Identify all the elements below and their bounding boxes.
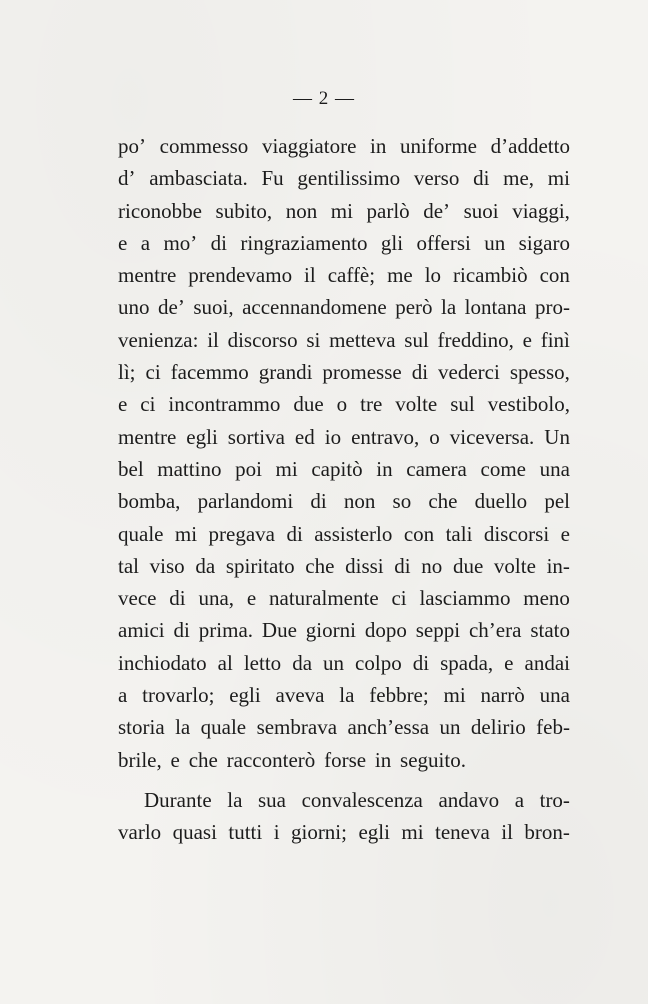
word: con xyxy=(403,521,435,546)
text-line xyxy=(118,291,570,323)
word: mattino xyxy=(157,456,222,481)
text-line xyxy=(118,550,570,582)
word: accennandomene xyxy=(242,295,387,320)
text-line xyxy=(118,679,570,711)
word: e xyxy=(170,747,180,772)
word: camera xyxy=(406,456,467,481)
text-line xyxy=(118,388,570,420)
word: amici xyxy=(118,618,165,643)
text-line xyxy=(118,195,570,227)
word: la xyxy=(227,787,243,812)
word: un xyxy=(439,715,461,740)
word: so xyxy=(392,489,412,514)
word: di xyxy=(412,650,430,675)
text-line xyxy=(118,711,570,743)
word: tali xyxy=(445,521,473,546)
word: commesso xyxy=(159,134,249,158)
word: uniforme xyxy=(400,134,478,158)
word: con xyxy=(539,263,570,288)
word: o xyxy=(429,424,440,449)
word: de’ xyxy=(423,198,451,223)
word: facemmo xyxy=(170,360,249,385)
text-line xyxy=(118,162,570,194)
word: ed xyxy=(294,424,315,449)
word: non xyxy=(285,198,318,223)
word: a xyxy=(514,787,525,812)
word: a xyxy=(140,230,151,255)
word: vestibolo, xyxy=(487,392,570,417)
word: che xyxy=(188,747,218,772)
word: il xyxy=(207,327,219,352)
paragraph xyxy=(118,784,570,849)
word: Due xyxy=(261,618,297,643)
word: mi xyxy=(401,820,424,845)
word: discorso xyxy=(227,327,298,352)
word: delirio xyxy=(470,715,526,740)
word: di xyxy=(310,489,327,514)
word: no xyxy=(421,553,443,578)
word: mi xyxy=(547,166,570,191)
word: mi xyxy=(174,521,198,546)
word: il xyxy=(304,263,316,288)
word: Un xyxy=(544,424,570,449)
word: di xyxy=(286,521,303,546)
word: stato xyxy=(530,618,570,643)
word: po’ xyxy=(118,134,146,158)
word: e xyxy=(246,586,257,611)
word: lontana xyxy=(464,295,527,320)
text-line xyxy=(118,744,570,776)
word: d’ xyxy=(118,166,136,191)
word: ci xyxy=(391,586,407,611)
word: o xyxy=(336,392,348,417)
word: forse xyxy=(324,747,367,772)
word: tal xyxy=(118,553,139,578)
text-line xyxy=(118,259,570,291)
word: e xyxy=(118,392,128,417)
word: e xyxy=(560,521,570,546)
word: offersi xyxy=(416,230,471,255)
word: da xyxy=(195,553,216,578)
text-line xyxy=(118,421,570,453)
word: sembrava xyxy=(256,715,338,740)
word: verso xyxy=(413,166,460,191)
word: ci xyxy=(140,392,156,417)
word: viso xyxy=(149,553,185,578)
word: il xyxy=(501,820,513,845)
word: meno xyxy=(523,586,570,611)
word: ringraziamento xyxy=(240,230,368,255)
word: vece xyxy=(118,586,157,611)
word: mentre xyxy=(118,263,177,288)
word: egli xyxy=(186,424,218,449)
word: lì; xyxy=(118,360,136,385)
word: sigaro xyxy=(518,230,570,255)
word: che xyxy=(428,489,458,514)
word: si xyxy=(306,327,321,352)
text-line xyxy=(118,816,570,848)
word: assisterlo xyxy=(314,521,393,546)
word: come xyxy=(480,456,526,481)
word: seguito. xyxy=(400,747,466,772)
word: in xyxy=(370,134,387,158)
word: volte xyxy=(395,392,438,417)
word: me, xyxy=(503,166,535,191)
word: poi xyxy=(235,456,262,481)
word: ambasciata. xyxy=(149,166,248,191)
word: sortiva xyxy=(227,424,285,449)
word: teneva xyxy=(435,820,490,845)
word: ch’era xyxy=(468,618,522,643)
word: di xyxy=(473,166,490,191)
word: una xyxy=(539,683,570,708)
text-line xyxy=(118,227,570,259)
word: tutti xyxy=(228,820,263,845)
word: quasi xyxy=(172,820,217,845)
word: letto xyxy=(243,650,282,675)
paragraph xyxy=(118,130,570,776)
word: al xyxy=(217,650,233,675)
word: egli xyxy=(229,683,261,708)
word: d’addetto xyxy=(490,134,570,158)
word: andavo xyxy=(438,787,500,812)
word: uno xyxy=(118,295,150,320)
word: dissi xyxy=(345,553,384,578)
word: la xyxy=(441,295,457,320)
word: anch’essa xyxy=(347,715,430,740)
word: parlandomi xyxy=(197,489,294,514)
word: duello xyxy=(474,489,528,514)
word: giorni; xyxy=(290,820,347,845)
word: prima. xyxy=(198,618,254,643)
text-line xyxy=(118,324,570,356)
word: sul xyxy=(404,327,429,352)
word: aveva xyxy=(275,683,325,708)
word: mi xyxy=(443,683,466,708)
word: e xyxy=(504,650,514,675)
word: grandi xyxy=(258,360,313,385)
word: e xyxy=(118,230,128,255)
word: finì xyxy=(540,327,570,352)
word: e xyxy=(522,327,532,352)
word: de’ xyxy=(158,295,185,320)
text-line xyxy=(118,784,570,816)
word: trovarlo; xyxy=(142,683,215,708)
word: da xyxy=(292,650,313,675)
word: sua xyxy=(257,787,286,812)
text-line xyxy=(118,614,570,646)
word: giorni xyxy=(305,618,356,643)
word: sul xyxy=(450,392,475,417)
word: feb- xyxy=(536,715,570,740)
word: lo xyxy=(424,263,442,288)
word: egli xyxy=(358,820,390,845)
word: naturalmente xyxy=(269,586,379,611)
word: gli xyxy=(380,230,404,255)
text-line xyxy=(118,485,570,517)
word: pel xyxy=(544,489,570,514)
word: in xyxy=(376,456,393,481)
word: gentilissimo xyxy=(297,166,401,191)
word: parlò xyxy=(366,198,410,223)
word: vederci xyxy=(438,360,500,385)
word: inchiodato xyxy=(118,650,207,675)
word: Fu xyxy=(261,166,284,191)
word: promesse xyxy=(322,360,402,385)
word: lasciammo xyxy=(419,586,511,611)
word: storia xyxy=(118,715,165,740)
paragraph-gap xyxy=(118,776,570,784)
word: la xyxy=(339,683,355,708)
word: capitò xyxy=(311,456,363,481)
word: una, xyxy=(198,586,235,611)
text-line xyxy=(118,130,570,162)
word: pregava xyxy=(208,521,275,546)
word: due xyxy=(452,553,484,578)
word: a xyxy=(118,683,128,708)
word: un xyxy=(484,230,506,255)
word: mi xyxy=(275,456,298,481)
text-line xyxy=(118,518,570,550)
word: freddino, xyxy=(437,327,514,352)
word: ricambiò xyxy=(453,263,528,288)
word: narrò xyxy=(480,683,525,708)
word: febbre; xyxy=(369,683,429,708)
word: subito, xyxy=(215,198,273,223)
word: andai xyxy=(524,650,570,675)
word: due xyxy=(293,392,324,417)
word: di xyxy=(173,618,190,643)
word: i xyxy=(273,820,280,845)
word: me xyxy=(387,263,413,288)
word: spiritato xyxy=(225,553,295,578)
word: colpo xyxy=(355,650,402,675)
word: non xyxy=(343,489,376,514)
word: viceversa. xyxy=(449,424,535,449)
word: venienza: xyxy=(118,327,199,352)
word: ci xyxy=(145,360,161,385)
body-text xyxy=(118,130,570,849)
page-number: — 2 — xyxy=(293,88,355,109)
word: in- xyxy=(546,553,570,578)
word: viaggiatore xyxy=(261,134,357,158)
word: mentre xyxy=(118,424,177,449)
word: bel xyxy=(118,456,144,481)
word: caffè; xyxy=(327,263,376,288)
word: dopo xyxy=(364,618,407,643)
word: bron- xyxy=(524,820,570,845)
word: la xyxy=(175,715,191,740)
word: un xyxy=(323,650,345,675)
word: che xyxy=(305,553,335,578)
word: bomba, xyxy=(118,489,181,514)
word: suoi xyxy=(463,198,499,223)
word: pro- xyxy=(534,295,570,320)
word: di xyxy=(169,586,186,611)
word: di xyxy=(210,230,227,255)
word: volte xyxy=(493,553,536,578)
word: convalescenza xyxy=(301,787,423,812)
text-line xyxy=(118,453,570,485)
text-line xyxy=(118,356,570,388)
word: mi xyxy=(330,198,353,223)
word: mo’ xyxy=(163,230,198,255)
word: suoi, xyxy=(193,295,234,320)
text-line xyxy=(118,647,570,679)
word: quale xyxy=(200,715,247,740)
word: tre xyxy=(360,392,383,417)
word: in xyxy=(374,747,392,772)
word: seppi xyxy=(415,618,461,643)
word: di xyxy=(394,553,411,578)
word: una xyxy=(539,456,570,481)
word: tro- xyxy=(539,787,570,812)
word: io xyxy=(324,424,342,449)
word: di xyxy=(411,360,429,385)
word: prendevamo xyxy=(188,263,293,288)
word: spada, xyxy=(440,650,494,675)
word: Durante xyxy=(144,787,212,812)
word: discorsi xyxy=(483,521,550,546)
word: brile, xyxy=(118,747,162,772)
word: riconobbe xyxy=(118,198,202,223)
word: quale xyxy=(118,521,164,546)
word: incontrammo xyxy=(168,392,281,417)
word: entravo, xyxy=(351,424,420,449)
word: racconterò xyxy=(226,747,316,772)
word: spesso, xyxy=(509,360,570,385)
text-line xyxy=(118,582,570,614)
word: viaggi, xyxy=(512,198,570,223)
word: metteva xyxy=(329,327,396,352)
word: varlo xyxy=(118,820,162,845)
word: però xyxy=(395,295,433,320)
